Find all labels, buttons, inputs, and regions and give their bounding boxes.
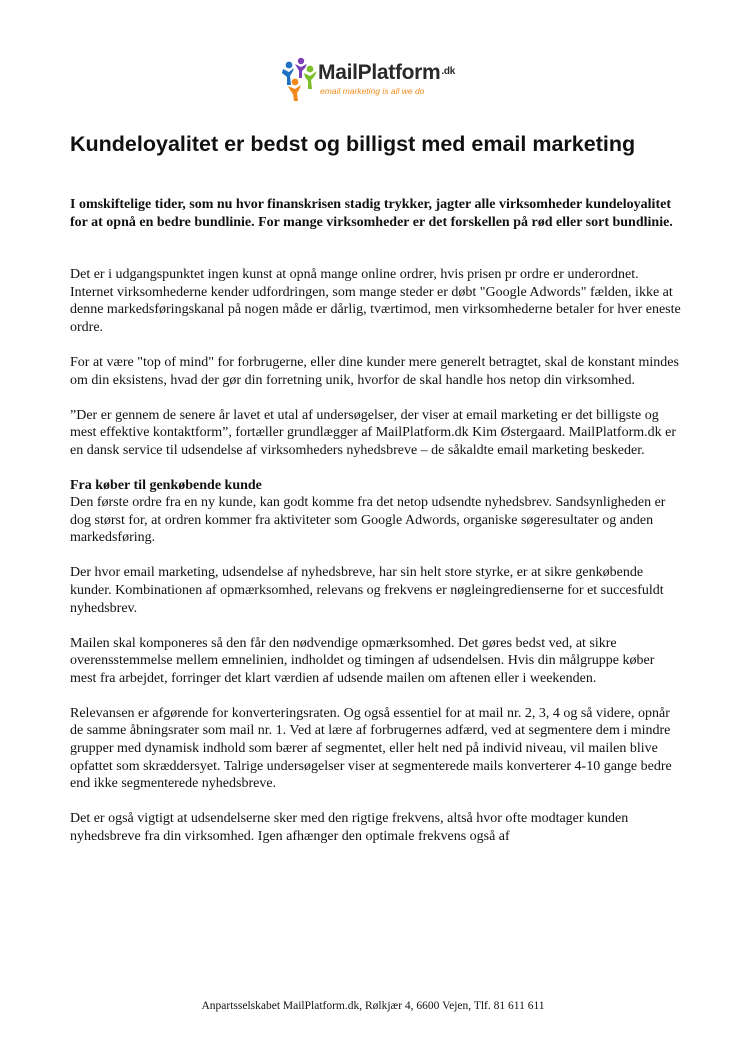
article-body [70,196,682,863]
article-lead: I omskiftelige tider, som nu hvor finanskrisen stadig trykker, jagter alle virksomheder kundeloyalitet for at opnå en bedre bundlinie. For mange virksomheder er det forskellen på rød eller sort bundlinie. [70,197,673,230]
people-icon [280,56,320,102]
logo-wordmark [318,61,455,85]
logo-tld: .dk [441,66,455,77]
article-title: Kundeloyalitet er bedst og billigst med email marketing [70,132,636,156]
logo-tagline: email marketing is all we do [320,86,425,96]
section-heading: Fra køber til genkøbende kunde [70,477,262,493]
logo-name: MailPlatform [318,61,441,84]
paragraph-3: ”Der er gennem de senere år lavet et utal af undersøgelser, der viser at email marketing er det billigste og mest effektive kontaktform”, fortæller grundlægger af MailPlatform.dk Kim Østergaard. MailPlatform.dk er en dansk service til udsendelse af virksomheders nyhedsbreve – de såkaldte email marketing beskeder. [70,407,676,458]
mailplatform-logo [280,56,480,102]
paragraph-2: For at være "top of mind" for forbrugerne, eller dine kunder mere generelt betragtet, skal de konstant mindes om din eksistens, hvad der gør din forretning unik, hvorfor de skal handle hos netop din virksomhed. [70,354,679,388]
paragraph-6: Mailen skal komponeres så den får den nødvendige opmærksomhed. Det gøres bedst ved, at sikre overensstemmelse mellem emnelinien, indholdet og timingen af udsendelsen. Hvis din målgruppe køber mest fra arbejdet, forringer det klart værdien af udsende mailen om aftenen eller i weekenden. [70,635,655,686]
paragraph-4: Den første ordre fra en ny kunde, kan godt komme fra det netop udsendte nyhedsbrev. Sandsynligheden er dog størst for, at ordren kommer fra aktiviteter som Google Adwords, organiske søgeresultater og anden markedsføring. [70,495,666,546]
paragraph-5: Der hvor email marketing, udsendelse af nyhedsbreve, har sin helt store styrke, er at sikre genkøbende kunder. Kombinationen af opmærksomhed, relevans og frekvens er nøgleingredienserne for et succesfuldt nyhedsbrev. [70,565,664,616]
paragraph-7: Relevansen er afgørende for konverteringsraten. Og også essentiel for at mail nr. 2, 3, 4 og så videre, opnår de samme åbningsrater som mail nr. 1. Ved at lære af forbrugernes adfærd, ved at segmentere dem i mindre grupper med dynamisk indhold som bærer af segmentet, eller helt ned på individ niveau, vil mailen blive opfattet som skræddersyet. Talrige undersøgelser viser at segmenterede mails konverterer 4-10 gange bedre end ikke segmenterede nyhedsbreve. [70,705,672,792]
paragraph-1: Det er i udgangspunktet ingen kunst at opnå mange online ordrer, hvis prisen pr ordre er underordnet. Internet virksomhederne kender udfordringen, som mange steder er døbt "Google Adwords" fælden, ikke at denne markedsføringskanal på nogen måde er dårlig, tværtimod, men virksomhederne betaler for hver eneste ordre. [70,267,681,335]
section-block [70,477,682,547]
page-footer: Anpartsselskabet MailPlatform.dk, Rølkjær 4, 6600 Vejen, Tlf. 81 611 611 [201,1000,545,1012]
paragraph-8: Det er også vigtigt at udsendelserne sker med den rigtige frekvens, altså hvor ofte modtager kunden nyhedsbreve fra din virksomhed. Igen afhænger den optimale frekvens også af [70,811,629,844]
